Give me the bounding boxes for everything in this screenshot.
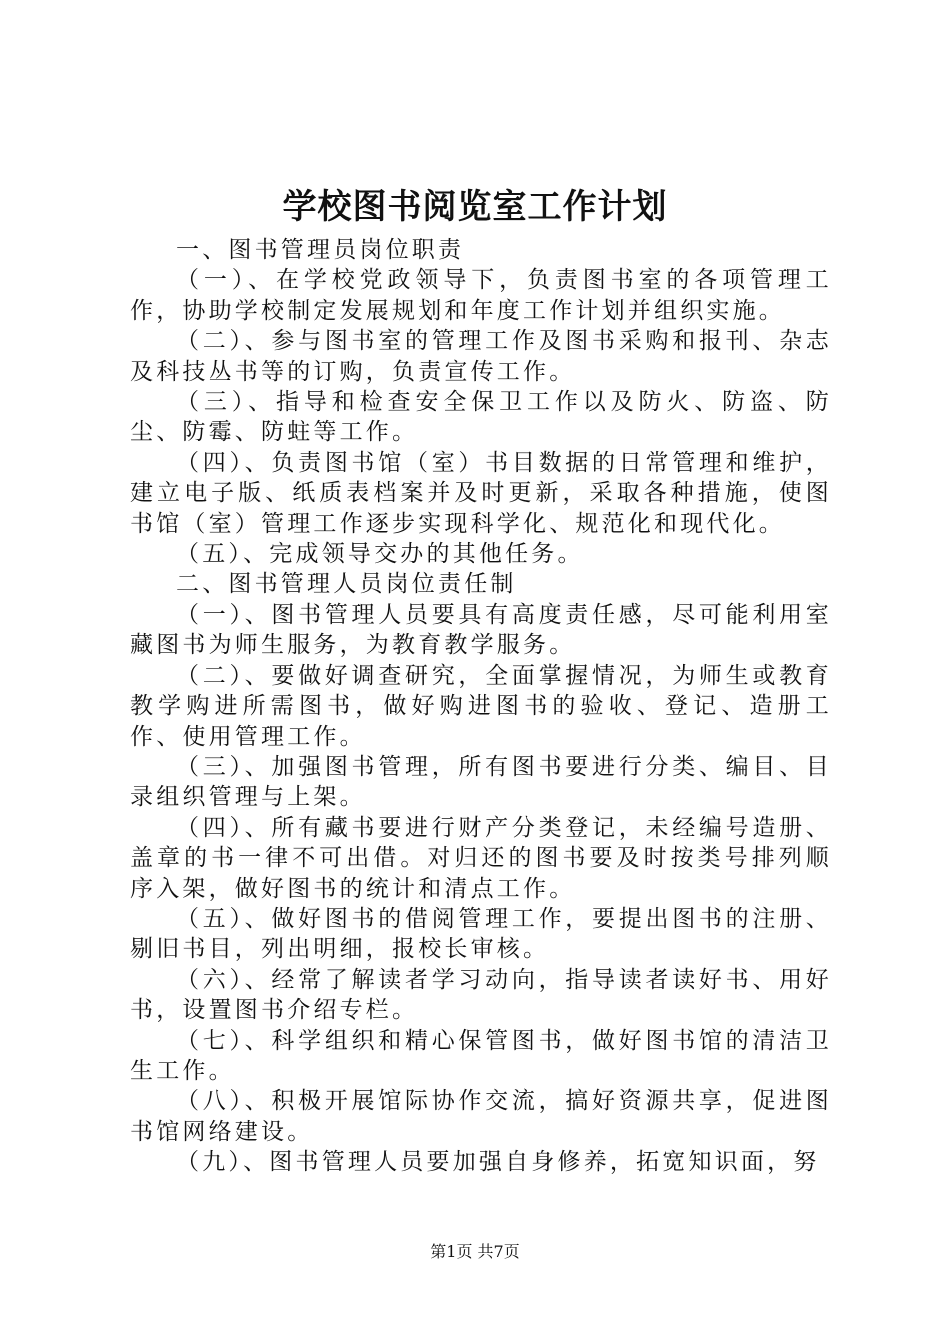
paragraph: （四）、负责图书馆（室）书目数据的日常管理和维护，建立电子版、纸质表档案并及时更新，采取各种措施，使图书馆（室）管理工作逐步实现科学化、规范化和现代化。 — [130, 449, 832, 537]
paragraph: （一）、在学校党政领导下，负责图书室的各项管理工作，协助学校制定发展规划和年度工作计划并组织实施。 — [130, 267, 832, 324]
document-title: 学校图书阅览室工作计划 — [282, 187, 668, 227]
paragraph: （八）、积极开展馆际协作交流，搞好资源共享，促进图书馆网络建设。 — [130, 1088, 832, 1145]
paragraph: （五）、做好图书的借阅管理工作，要提出图书的注册、剔旧书目，列出明细，报校长审核。 — [130, 905, 832, 963]
paragraph: （二）、要做好调查研究，全面掌握情况，为师生或教育教学购进所需图书，做好购进图书的验收、登记、造册工作、使用管理工作。 — [130, 662, 832, 750]
paragraph: （五）、完成领导交办的其他任务。 — [176, 541, 584, 568]
paragraph: （七）、科学组织和精心保管图书，做好图书馆的清洁卫生工作。 — [130, 1027, 832, 1084]
paragraph: （三）、指导和检查安全保卫工作以及防火、防盗、防尘、防霉、防蛀等工作。 — [130, 389, 832, 446]
paragraph: （九）、图书管理人员要加强自身修养，拓宽知识面，努 — [176, 1149, 820, 1176]
paragraph: （二）、参与图书室的管理工作及图书采购和报刊、杂志及科技丛书等的订购，负责宣传工作。 — [130, 328, 832, 385]
paragraph: （六）、经常了解读者学习动向，指导读者读好书、用好书，设置图书介绍专栏。 — [130, 966, 832, 1024]
section-heading: 一、图书管理员岗位职责 — [176, 237, 465, 263]
section-heading: 二、图书管理人员岗位责任制 — [176, 571, 517, 598]
paragraph: （三）、加强图书管理，所有图书要进行分类、编目、目录组织管理与上架。 — [130, 753, 832, 811]
page-number-footer: 第1页 共7页 — [430, 1242, 520, 1261]
paragraph: （四）、所有藏书要进行财产分类登记，未经编号造册、盖章的书一律不可出借。对归还的图书要及时按类号排列顺序入架，做好图书的统计和清点工作。 — [130, 814, 832, 902]
paragraph: （一）、图书管理人员要具有高度责任感，尽可能利用室藏图书为师生服务，为教育教学服务。 — [130, 601, 832, 659]
document-body — [130, 235, 832, 1178]
